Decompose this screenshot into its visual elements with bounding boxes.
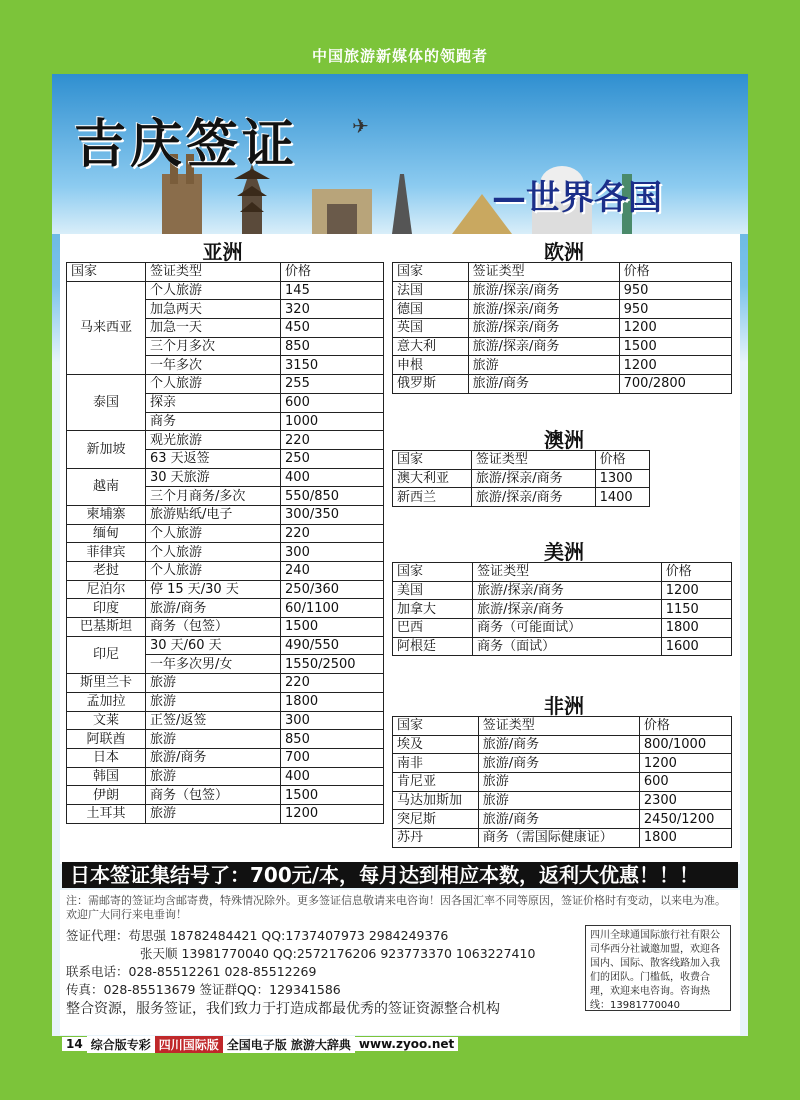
country-cell: 巴西 — [393, 619, 473, 638]
column-header: 价格 — [595, 451, 649, 470]
oceania-table — [392, 450, 650, 507]
country-cell: 英国 — [393, 319, 469, 338]
price-cell: 800/1000 — [639, 735, 731, 754]
country-cell: 阿根廷 — [393, 637, 473, 656]
price-cell: 400 — [281, 468, 384, 487]
price-cell: 700 — [281, 748, 384, 767]
visa-type-cell: 旅游/商务 — [468, 375, 619, 394]
visa-type-cell: 商务（需国际健康证） — [478, 829, 639, 848]
europe-title: 欧洲 — [544, 240, 584, 264]
country-cell: 新西兰 — [393, 488, 472, 507]
country-cell: 斯里兰卡 — [67, 674, 146, 693]
table-row — [393, 356, 732, 375]
visa-type-cell: 旅游/探亲/商务 — [468, 281, 619, 300]
table-row — [67, 711, 384, 730]
page-subtitle: —世界各国 — [492, 178, 662, 218]
visa-type-cell: 个人旅游 — [145, 375, 280, 394]
country-cell: 泰国 — [67, 375, 146, 431]
country-cell: 缅甸 — [67, 524, 146, 543]
column-header: 国家 — [393, 563, 473, 582]
country-cell: 澳大利亚 — [393, 469, 472, 488]
price-cell: 1500 — [281, 786, 384, 805]
visa-type-cell: 旅游/探亲/商务 — [468, 337, 619, 356]
price-cell: 220 — [281, 524, 384, 543]
country-cell: 印尼 — [67, 636, 146, 673]
visa-type-cell: 旅游 — [145, 692, 280, 711]
visa-type-cell: 旅游 — [145, 767, 280, 786]
table-row — [393, 791, 732, 810]
column-header: 价格 — [661, 563, 731, 582]
country-cell: 菲律宾 — [67, 543, 146, 562]
price-cell: 1800 — [281, 692, 384, 711]
country-cell: 土耳其 — [67, 804, 146, 823]
price-cell: 1150 — [661, 600, 731, 619]
table-row — [67, 767, 384, 786]
visa-type-cell: 一年多次 — [145, 356, 280, 375]
price-cell: 1500 — [619, 337, 731, 356]
contact-line-3: 联系电话：028-85512261 028-85512269 — [66, 964, 317, 979]
table-row — [67, 730, 384, 749]
table-row — [393, 581, 732, 600]
table-row — [67, 562, 384, 581]
country-cell: 意大利 — [393, 337, 469, 356]
country-cell: 伊朗 — [67, 786, 146, 805]
visa-type-cell: 旅游/探亲/商务 — [471, 488, 595, 507]
price-cell: 600 — [281, 393, 384, 412]
column-header: 签证类型 — [478, 717, 639, 736]
table-row — [67, 431, 384, 450]
price-cell: 1550/2500 — [281, 655, 384, 674]
table-row — [67, 468, 384, 487]
table-row — [393, 337, 732, 356]
visa-type-cell: 旅游/商务 — [478, 735, 639, 754]
table-row — [393, 735, 732, 754]
column-header: 签证类型 — [468, 263, 619, 282]
visa-type-cell: 商务 — [145, 412, 280, 431]
price-cell: 850 — [281, 337, 384, 356]
price-cell: 3150 — [281, 356, 384, 375]
country-cell: 美国 — [393, 581, 473, 600]
table-row — [393, 469, 650, 488]
price-cell: 145 — [281, 281, 384, 300]
table-row — [393, 810, 732, 829]
visa-type-cell: 30 天旅游 — [145, 468, 280, 487]
table-row — [67, 804, 384, 823]
price-cell: 2450/1200 — [639, 810, 731, 829]
country-cell: 老挝 — [67, 562, 146, 581]
country-cell: 阿联酋 — [67, 730, 146, 749]
table-row — [393, 619, 732, 638]
price-cell: 1200 — [661, 581, 731, 600]
table-row — [67, 580, 384, 599]
price-cell: 950 — [619, 281, 731, 300]
table-row — [67, 505, 384, 524]
price-cell: 300 — [281, 543, 384, 562]
slogan: 中国旅游新媒体的领跑者 — [311, 47, 488, 65]
country-cell: 日本 — [67, 748, 146, 767]
price-cell: 60/1100 — [281, 599, 384, 618]
main-panel — [52, 74, 748, 1036]
visa-type-cell: 三个月多次 — [145, 337, 280, 356]
visa-type-cell: 旅游 — [145, 730, 280, 749]
price-cell: 1200 — [619, 356, 731, 375]
price-cell: 1200 — [281, 804, 384, 823]
price-cell: 2300 — [639, 791, 731, 810]
visa-type-cell: 探亲 — [145, 393, 280, 412]
table-row — [67, 281, 384, 300]
visa-type-cell: 商务（包签） — [145, 618, 280, 637]
africa-title: 非洲 — [544, 694, 584, 718]
visa-type-cell: 商务（面试） — [473, 637, 662, 656]
country-cell: 韩国 — [67, 767, 146, 786]
country-cell: 加拿大 — [393, 600, 473, 619]
table-row — [67, 674, 384, 693]
visa-type-cell: 旅游/探亲/商务 — [473, 600, 662, 619]
visa-type-cell: 个人旅游 — [145, 543, 280, 562]
agency-box: 四川全球通国际旅行社有限公司华西分社诚邀加盟，欢迎各国内、国际、散客线路加入我们的团队。门槛低，收费合理，欢迎来电咨询。咨询热线：13981770040 — [585, 925, 731, 1011]
table-row — [67, 524, 384, 543]
country-cell: 德国 — [393, 300, 469, 319]
visa-type-cell: 加急一天 — [145, 319, 280, 338]
country-cell: 孟加拉 — [67, 692, 146, 711]
visa-type-cell: 旅游/探亲/商务 — [468, 319, 619, 338]
country-cell: 尼泊尔 — [67, 580, 146, 599]
column-header: 国家 — [393, 717, 479, 736]
visa-type-cell: 旅游/商务 — [478, 810, 639, 829]
country-cell: 俄罗斯 — [393, 375, 469, 394]
country-cell: 越南 — [67, 468, 146, 505]
price-cell: 1500 — [281, 618, 384, 637]
footer — [60, 890, 740, 1035]
price-cell: 550/850 — [281, 487, 384, 506]
table-row — [67, 636, 384, 655]
country-cell: 苏丹 — [393, 829, 479, 848]
visa-type-cell: 旅游 — [478, 773, 639, 792]
price-cell: 320 — [281, 300, 384, 319]
price-cell: 255 — [281, 375, 384, 394]
table-row — [393, 773, 732, 792]
table-row — [67, 748, 384, 767]
visa-type-cell: 一年多次男/女 — [145, 655, 280, 674]
column-header: 国家 — [393, 451, 472, 470]
price-cell: 300/350 — [281, 505, 384, 524]
price-cell: 1800 — [661, 619, 731, 638]
table-header-row — [393, 263, 732, 282]
visa-type-cell: 停 15 天/30 天 — [145, 580, 280, 599]
country-cell: 巴基斯坦 — [67, 618, 146, 637]
visa-type-cell: 商务（包签） — [145, 786, 280, 805]
america-title: 美洲 — [544, 540, 584, 564]
table-row — [393, 829, 732, 848]
table-row — [67, 543, 384, 562]
price-cell: 850 — [281, 730, 384, 749]
visa-type-cell: 旅游 — [145, 804, 280, 823]
price-cell: 400 — [281, 767, 384, 786]
visa-type-cell: 旅游/商务 — [478, 754, 639, 773]
promo-banner: 日本签证集结号了：700元/本，每月达到相应本数，返利大优惠！！！ — [62, 862, 738, 888]
price-cell: 1800 — [639, 829, 731, 848]
airplane-icon: ✈ — [352, 114, 369, 138]
column-header: 国家 — [67, 263, 146, 282]
table-row — [393, 488, 650, 507]
country-cell: 文莱 — [67, 711, 146, 730]
table-row — [67, 599, 384, 618]
country-cell: 申根 — [393, 356, 469, 375]
contact-line-5: 整合资源，服务签证，我们致力于打造成都最优秀的签证资源整合机构 — [66, 1001, 500, 1017]
country-cell: 法国 — [393, 281, 469, 300]
table-row — [67, 375, 384, 394]
price-cell: 1200 — [619, 319, 731, 338]
country-cell: 南非 — [393, 754, 479, 773]
table-header-row — [393, 717, 732, 736]
visa-type-cell: 旅游 — [145, 674, 280, 693]
price-cell: 240 — [281, 562, 384, 581]
price-cell: 250/360 — [281, 580, 384, 599]
visa-type-cell: 观光旅游 — [145, 431, 280, 450]
country-cell: 新加坡 — [67, 431, 146, 468]
visa-type-cell: 30 天/60 天 — [145, 636, 280, 655]
country-cell: 突尼斯 — [393, 810, 479, 829]
country-cell: 肯尼亚 — [393, 773, 479, 792]
country-cell: 印度 — [67, 599, 146, 618]
price-cell: 220 — [281, 431, 384, 450]
visa-type-cell: 63 天返签 — [145, 449, 280, 468]
visa-type-cell: 正签/返签 — [145, 711, 280, 730]
page-number: 14 — [62, 1037, 87, 1051]
visa-type-cell: 旅游/商务 — [145, 748, 280, 767]
price-cell: 1000 — [281, 412, 384, 431]
table-header-row — [67, 263, 384, 282]
price-cell: 220 — [281, 674, 384, 693]
contact-line-1: 签证代理：苟思强 18782484421 QQ:1737407973 2984249376 — [66, 928, 449, 943]
visa-type-cell: 旅游/商务 — [145, 599, 280, 618]
price-cell: 450 — [281, 319, 384, 338]
page-title: 吉庆签证 — [74, 115, 299, 175]
visa-type-cell: 个人旅游 — [145, 524, 280, 543]
africa-table — [392, 716, 732, 848]
table-row — [67, 618, 384, 637]
visa-type-cell: 旅游/探亲/商务 — [468, 300, 619, 319]
column-header: 签证类型 — [471, 451, 595, 470]
table-header-row — [393, 451, 650, 470]
table-row — [67, 692, 384, 711]
bottom-label-b: 四川国际版 — [155, 1036, 223, 1053]
table-header-row — [393, 563, 732, 582]
visa-type-cell: 三个月商务/多次 — [145, 487, 280, 506]
europe-table — [392, 262, 732, 394]
visa-type-cell: 旅游 — [478, 791, 639, 810]
table-row — [393, 300, 732, 319]
table-row — [393, 600, 732, 619]
banner — [52, 74, 748, 234]
visa-type-cell: 个人旅游 — [145, 281, 280, 300]
price-cell: 1400 — [595, 488, 649, 507]
column-header: 价格 — [639, 717, 731, 736]
contact-line-4: 传真：028-85513679 签证群QQ：129341586 — [66, 982, 341, 997]
note: 注：需邮寄的签证均含邮寄费，特殊情况除外。更多签证信息敬请来电咨询！因各国汇率不同等原因，签证价格时有变动，以来电为准。欢迎广大同行来电垂询！ — [66, 894, 726, 921]
table-row — [393, 754, 732, 773]
column-header: 国家 — [393, 263, 469, 282]
price-cell: 1600 — [661, 637, 731, 656]
price-cell: 490/550 — [281, 636, 384, 655]
country-cell: 柬埔寨 — [67, 505, 146, 524]
price-cell: 950 — [619, 300, 731, 319]
visa-type-cell: 旅游/探亲/商务 — [471, 469, 595, 488]
price-cell: 250 — [281, 449, 384, 468]
column-header: 价格 — [281, 263, 384, 282]
bottom-bar — [62, 1034, 458, 1054]
country-cell: 埃及 — [393, 735, 479, 754]
asia-table — [66, 262, 384, 824]
visa-type-cell: 旅游贴纸/电子 — [145, 505, 280, 524]
country-cell: 马来西亚 — [67, 281, 146, 374]
price-cell: 1200 — [639, 754, 731, 773]
bottom-label-c: 全国电子版 旅游大辞典 — [223, 1036, 355, 1053]
visa-type-cell: 旅游 — [468, 356, 619, 375]
visa-type-cell: 个人旅游 — [145, 562, 280, 581]
price-tables — [60, 234, 740, 864]
price-cell: 600 — [639, 773, 731, 792]
price-cell: 700/2800 — [619, 375, 731, 394]
table-row — [393, 375, 732, 394]
asia-title: 亚洲 — [202, 240, 243, 264]
price-cell: 1300 — [595, 469, 649, 488]
bottom-label-a: 综合版专彩 — [87, 1036, 155, 1053]
table-row — [67, 786, 384, 805]
table-row — [393, 637, 732, 656]
visa-type-cell: 加急两天 — [145, 300, 280, 319]
table-row — [393, 319, 732, 338]
price-cell: 300 — [281, 711, 384, 730]
column-header: 签证类型 — [473, 563, 662, 582]
table-row — [393, 281, 732, 300]
column-header: 签证类型 — [145, 263, 280, 282]
column-header: 价格 — [619, 263, 731, 282]
visa-type-cell: 商务（可能面试） — [473, 619, 662, 638]
visa-type-cell: 旅游/探亲/商务 — [473, 581, 662, 600]
america-table — [392, 562, 732, 656]
oceania-title: 澳洲 — [544, 428, 584, 452]
contact-line-2: 张天顺 13981770040 QQ:2572176206 923773370 1063227410 — [140, 946, 536, 961]
country-cell: 马达加斯加 — [393, 791, 479, 810]
bottom-link[interactable]: www.zyoo.net — [355, 1037, 458, 1051]
